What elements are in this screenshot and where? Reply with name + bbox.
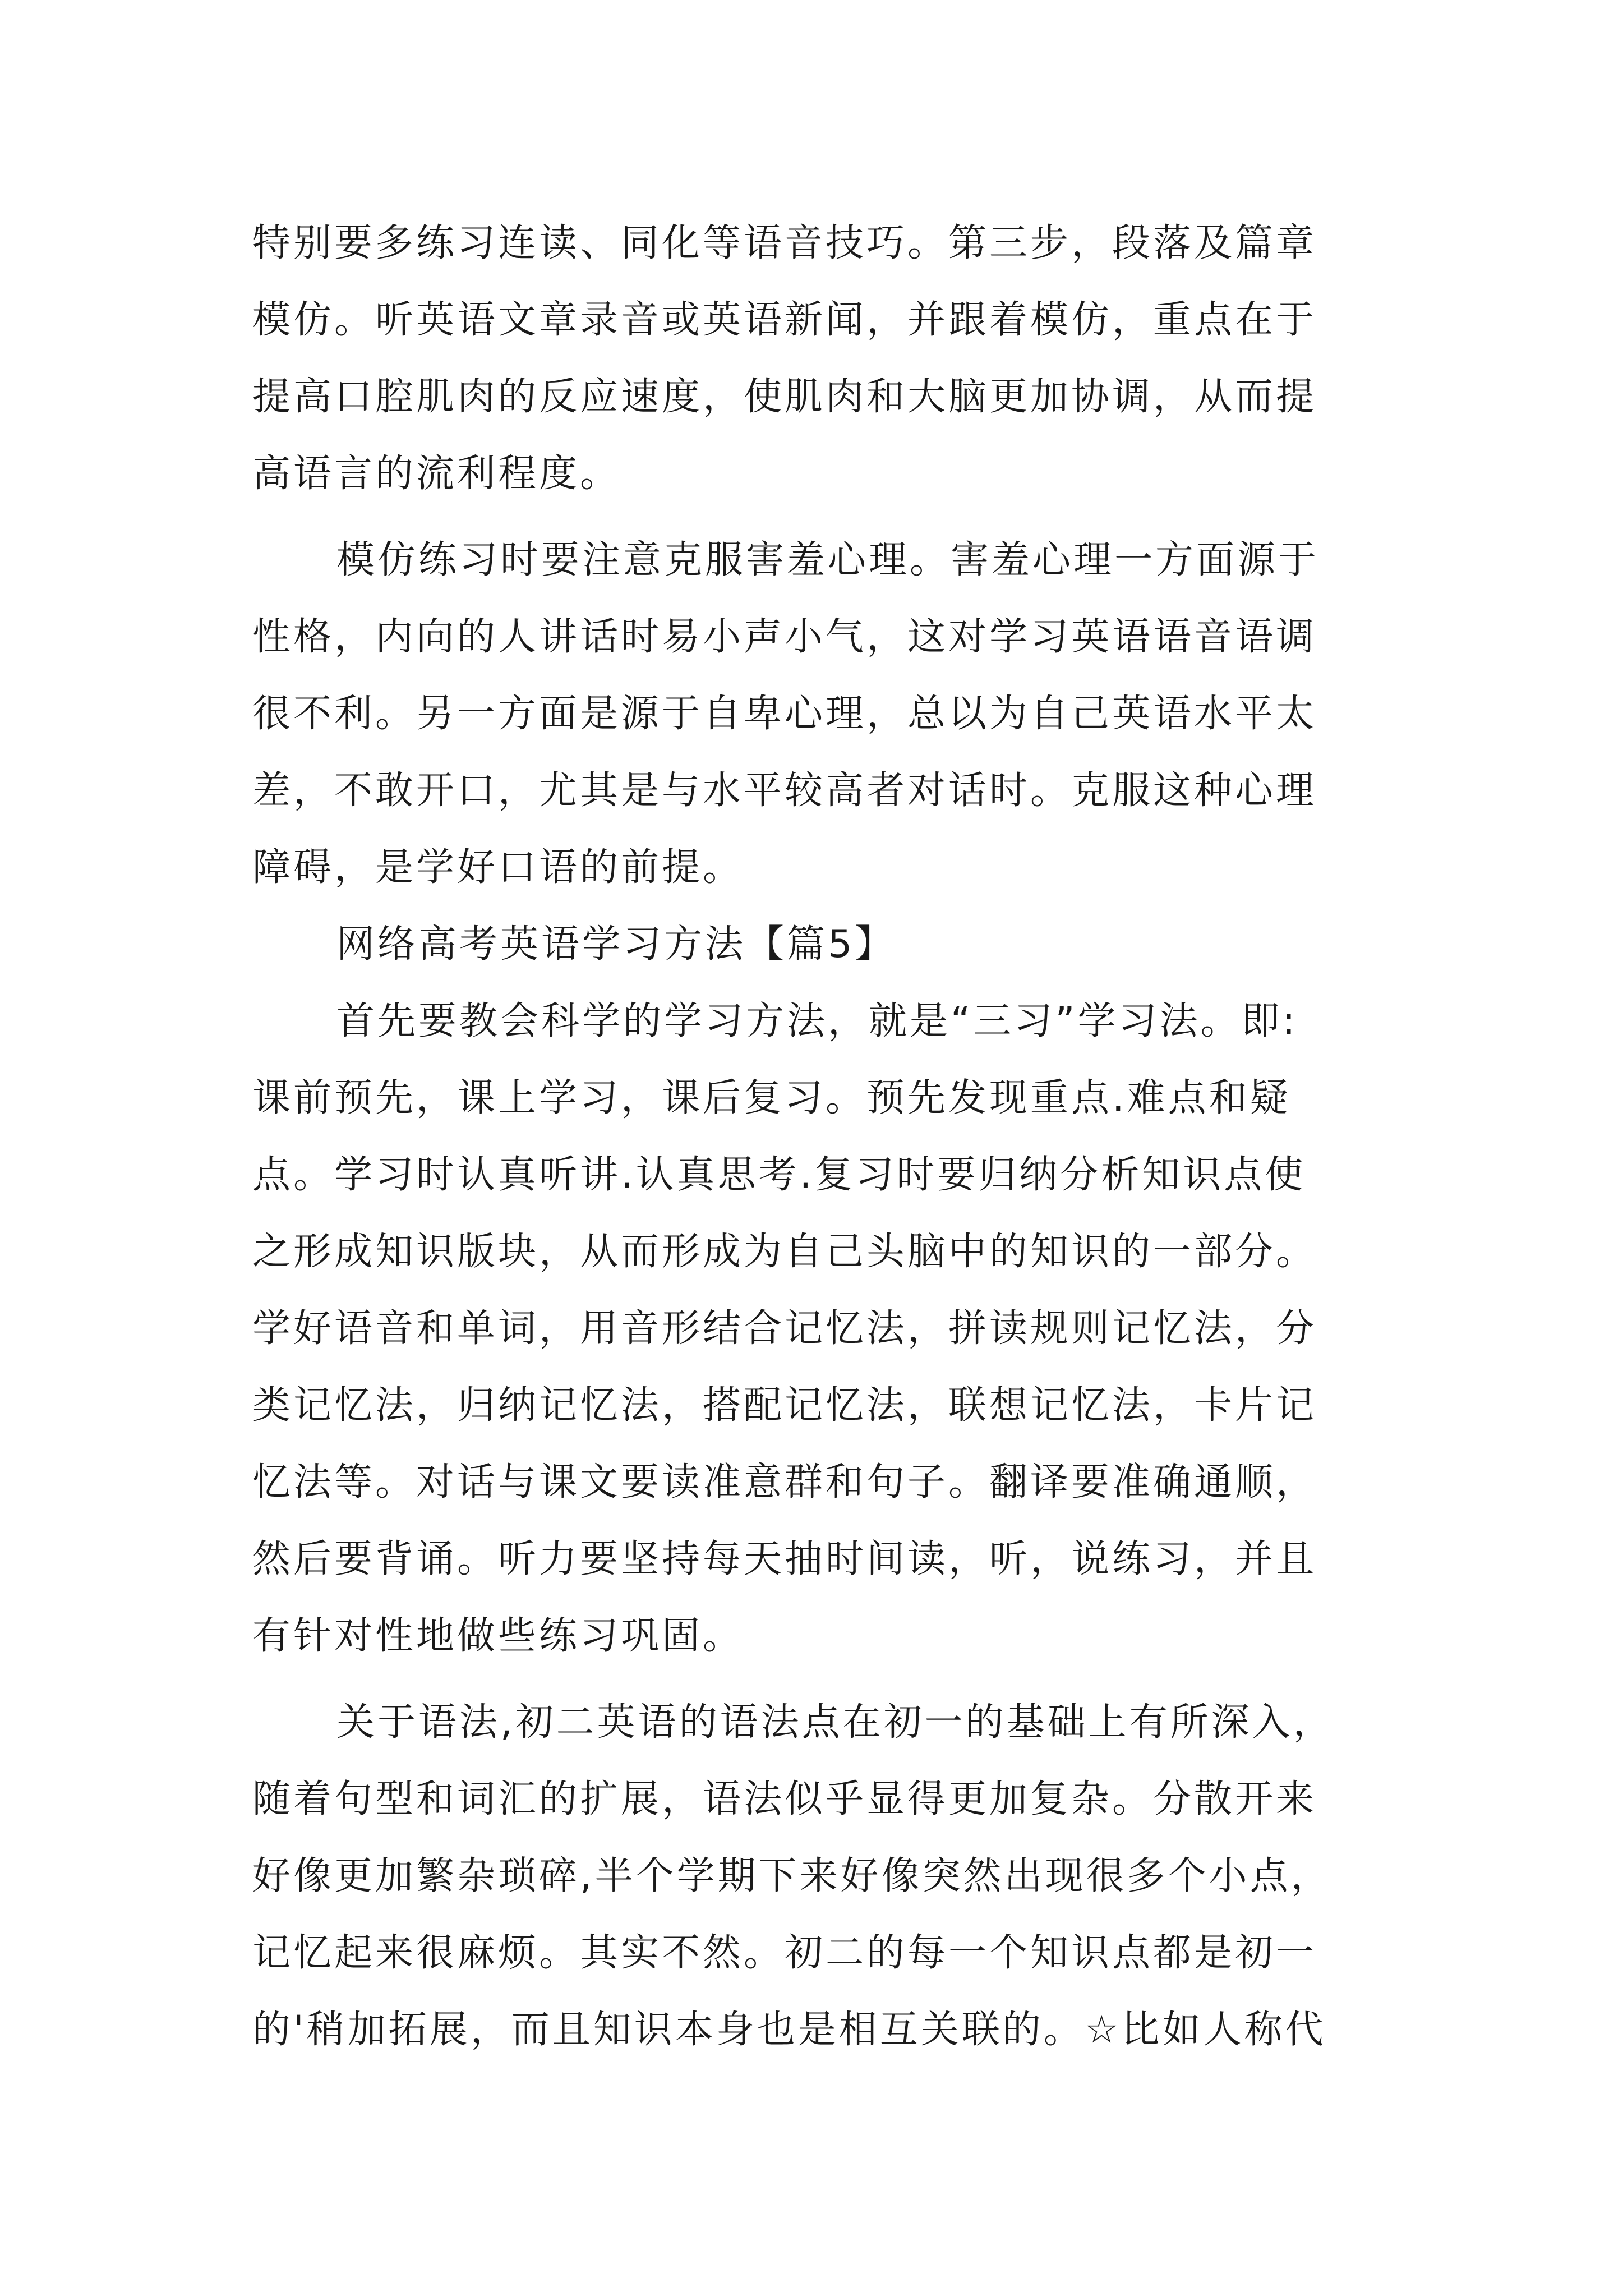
paragraph-3-line-8: 然后要背诵。听力要坚持每天抽时间读，听，说练习，并且	[252, 1537, 1317, 1581]
paragraph-2-line-3: 很不利。另一方面是源于自卑心理，总以为自己英语水平太	[252, 692, 1317, 736]
paragraph-4-line-1: 关于语法,初二英语的语法点在初一的基础上有所深入，	[336, 1700, 1334, 1745]
paragraph-1-line-2: 模仿。听英语文章录音或英语新闻，并跟着模仿，重点在于	[252, 298, 1317, 342]
paragraph-3-line-4: 之形成知识版块，从而形成为自己头脑中的知识的一部分。	[252, 1230, 1317, 1274]
paragraph-3-line-3: 点。学习时认真听讲.认真思考.复习时要归纳分析知识点使	[252, 1153, 1306, 1197]
document-body	[252, 205, 1402, 2068]
paragraph-spacer	[252, 512, 1402, 522]
paragraph-4-line-4: 记忆起来很麻烦。其实不然。初二的每一个知识点都是初一	[252, 1931, 1317, 1975]
paragraph-1-line-3: 提高口腔肌肉的反应速度，使肌肉和大脑更加协调，从而提	[252, 375, 1317, 419]
paragraph-3-line-6: 类记忆法，归纳记忆法，搭配记忆法，联想记忆法，卡片记	[252, 1383, 1317, 1428]
paragraph-4-line-3: 好像更加繁杂琐碎,半个学期下来好像突然出现很多个小点，	[252, 1854, 1332, 1898]
paragraph-3-line-2: 课前预先，课上学习，课后复习。预先发现重点.难点和疑	[252, 1076, 1291, 1120]
paragraph-3-line-7: 忆法等。对话与课文要读准意群和句子。翻译要准确通顺，	[252, 1460, 1317, 1504]
paragraph-4-line-5: 的'稍加拓展，而且知识本身也是相互关联的。☆比如人称代	[252, 2008, 1326, 2052]
paragraph-spacer	[252, 1674, 1402, 1684]
paragraph-1-line-4: 高语言的流利程度。	[252, 452, 621, 496]
section-heading: 网络高考英语学习方法【篇5】	[336, 922, 896, 967]
paragraph-3-line-9: 有针对性地做些练习巩固。	[252, 1614, 744, 1658]
paragraph-1-line-1: 特别要多练习连读、同化等语音技巧。第三步，段落及篇章	[252, 221, 1317, 265]
paragraph-2-line-5: 障碍，是学好口语的前提。	[252, 845, 744, 890]
paragraph-2-line-4: 差，不敢开口，尤其是与水平较高者对话时。克服这种心理	[252, 769, 1317, 813]
paragraph-4-line-2: 随着句型和词汇的扩展，语法似乎显得更加复杂。分散开来	[252, 1777, 1317, 1821]
paragraph-3-line-1: 首先要教会科学的学习方法，就是“三习”学习法。即:	[336, 999, 1298, 1043]
paragraph-3-line-5: 学好语音和单词，用音形结合记忆法，拼读规则记忆法，分	[252, 1306, 1317, 1351]
paragraph-2-line-2: 性格，内向的人讲话时易小声小气，这对学习英语语音语调	[252, 615, 1317, 659]
paragraph-2-line-1: 模仿练习时要注意克服害羞心理。害羞心理一方面源于	[336, 538, 1320, 582]
